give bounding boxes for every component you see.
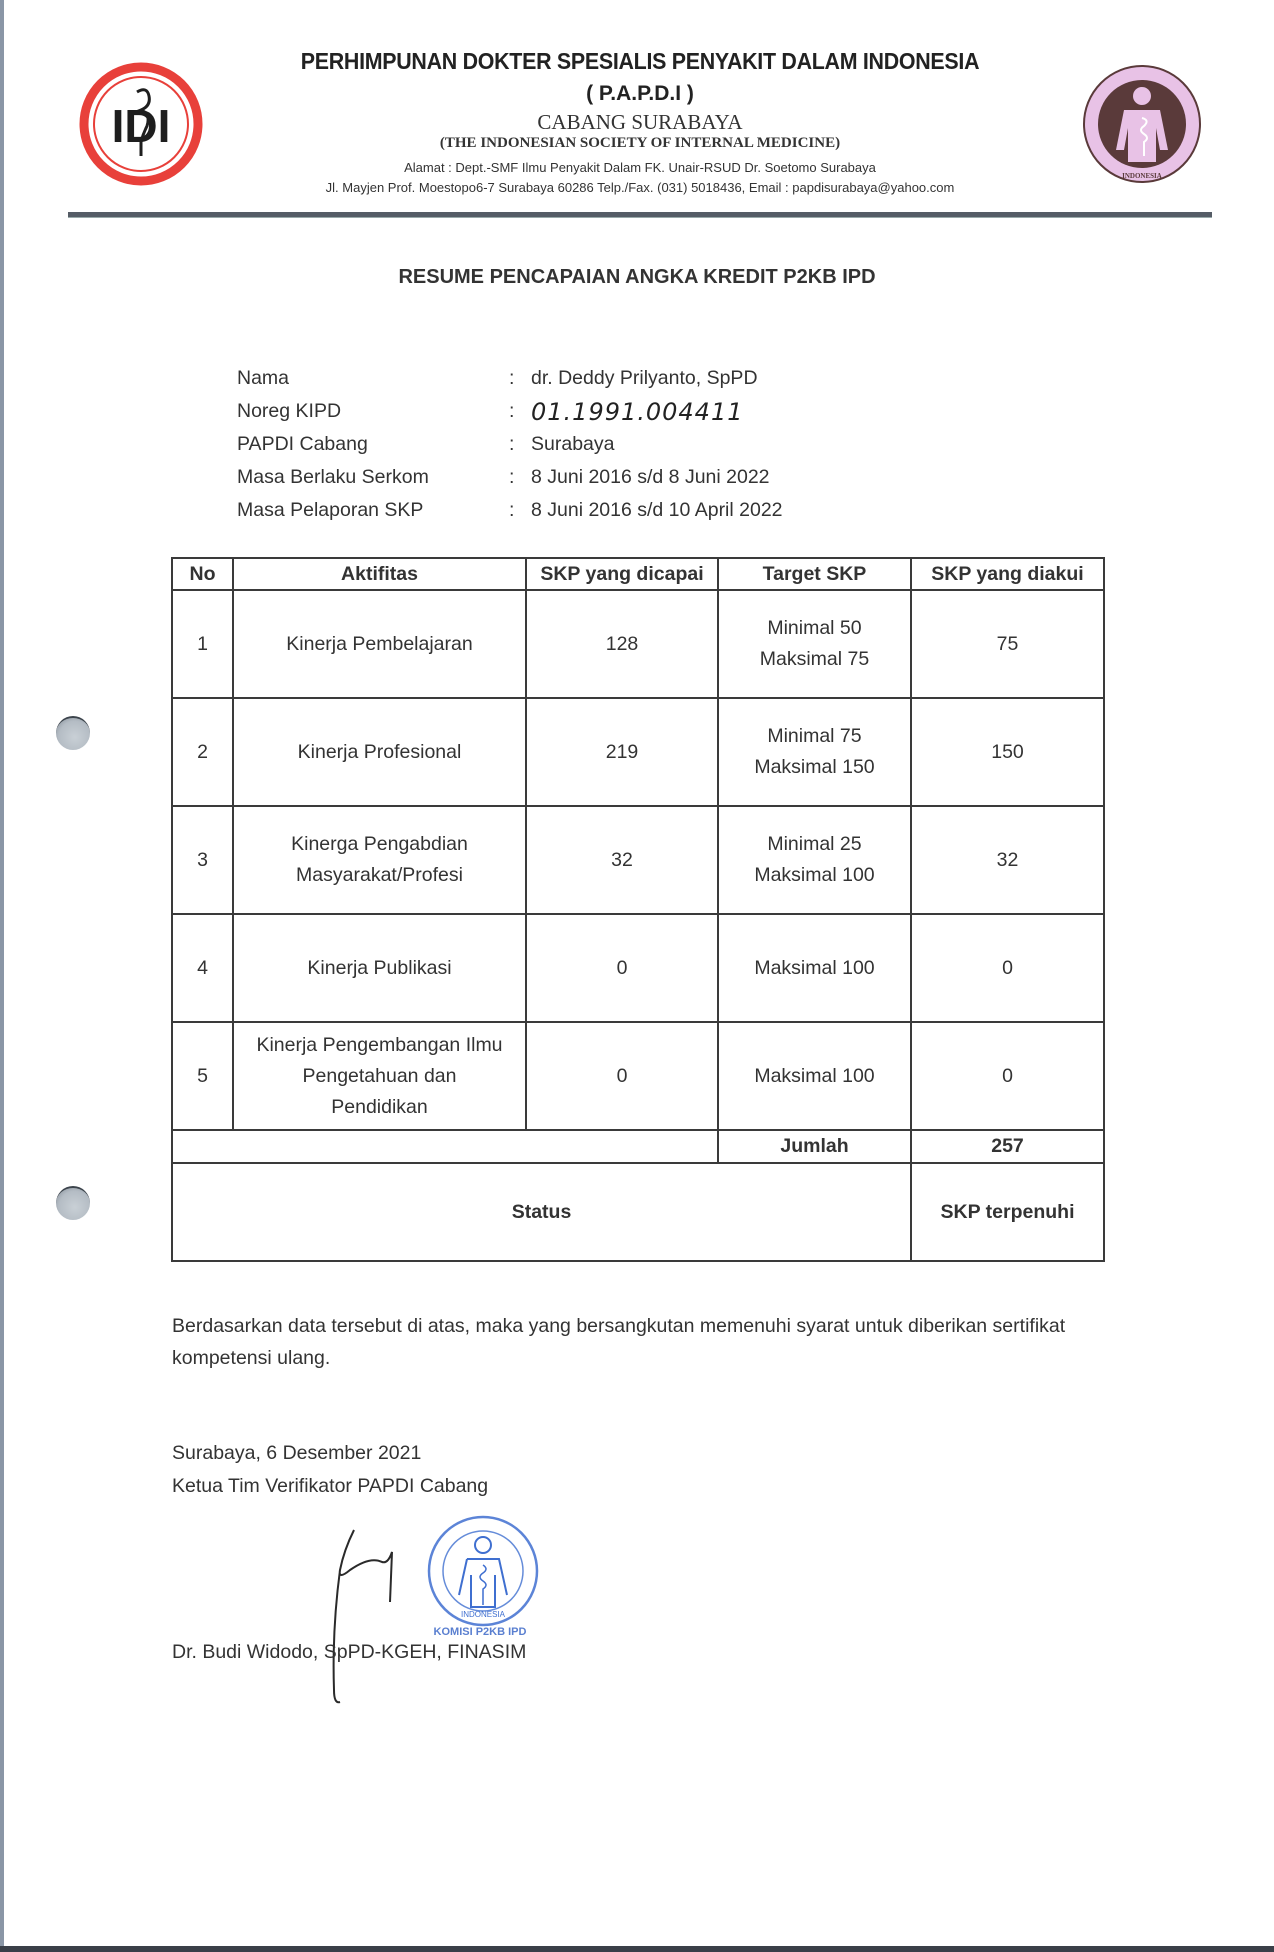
target-line: Maksimal 150 bbox=[754, 756, 875, 778]
stamp-label: KOMISI P2KB IPD bbox=[433, 1626, 527, 1638]
table-row bbox=[172, 806, 1104, 914]
target-line: Maksimal 100 bbox=[754, 1064, 875, 1087]
activity-line: Kinerja Pembelajaran bbox=[286, 632, 473, 655]
total-value: 257 bbox=[911, 1130, 1104, 1163]
row-target bbox=[718, 590, 911, 698]
info-label: Masa Pelaporan SKP bbox=[237, 499, 424, 521]
punch-hole-icon bbox=[56, 1186, 90, 1220]
row-recognized: 150 bbox=[911, 698, 1104, 806]
row-recognized: 0 bbox=[911, 1022, 1104, 1130]
sign-place-date: Surabaya, 6 Desember 2021 bbox=[172, 1442, 422, 1464]
svg-text:INDONESIA: INDONESIA bbox=[1122, 172, 1162, 180]
row-target bbox=[718, 914, 911, 1022]
header-no: No bbox=[172, 558, 233, 590]
row-activity bbox=[233, 698, 526, 806]
status-label: Status bbox=[172, 1163, 911, 1261]
table-header-row bbox=[172, 558, 1104, 590]
organization-abbreviation: ( P.A.P.D.I ) bbox=[586, 82, 694, 105]
activity-line: Pengetahuan dan bbox=[302, 1064, 457, 1087]
activity-line: Pendidikan bbox=[331, 1095, 428, 1118]
activity-line: Kinerga Pengabdian bbox=[291, 833, 468, 855]
target-line: Minimal 75 bbox=[767, 725, 862, 747]
header-achieved: SKP yang dicapai bbox=[526, 558, 718, 590]
header-recognized: SKP yang diakui bbox=[911, 558, 1104, 590]
svg-text:INDONESIA: INDONESIA bbox=[460, 1610, 506, 1619]
row-achieved: 0 bbox=[526, 1022, 718, 1130]
row-recognized: 75 bbox=[911, 590, 1104, 698]
document-title: RESUME PENCAPAIAN ANGKA KREDIT P2KB IPD bbox=[398, 266, 876, 288]
row-no: 3 bbox=[172, 806, 233, 914]
row-activity bbox=[233, 806, 526, 914]
signatory-name: Dr. Budi Widodo, SpPD-KGEH, FINASIM bbox=[172, 1641, 527, 1663]
scan-edge-bottom bbox=[0, 1946, 1274, 1952]
svg-text:IDI: IDI bbox=[111, 100, 171, 152]
info-row-noreg bbox=[237, 395, 783, 428]
info-value-serkom: 8 Juni 2016 s/d 8 Juni 2022 bbox=[531, 466, 770, 488]
info-value-noreg-handwritten: 01.1991.004411 bbox=[531, 397, 744, 426]
address-line-1: Alamat : Dept.-SMF Ilmu Penyakit Dalam FK. Unair-RSUD Dr. Soetomo Surabaya bbox=[404, 160, 876, 175]
scan-edge-left bbox=[0, 0, 4, 1952]
info-label: Nama bbox=[237, 367, 290, 389]
row-target bbox=[718, 806, 911, 914]
activity-line: Kinerja Pengembangan Ilmu bbox=[256, 1033, 503, 1056]
status-value: SKP terpenuhi bbox=[911, 1163, 1104, 1261]
skp-table bbox=[171, 557, 1105, 1262]
info-value-nama: dr. Deddy Prilyanto, SpPD bbox=[531, 367, 758, 389]
target-line: Maksimal 75 bbox=[759, 648, 870, 670]
target-line: Maksimal 100 bbox=[754, 864, 875, 886]
info-label: Masa Berlaku Serkom bbox=[237, 466, 429, 488]
info-value-pelaporan: 8 Juni 2016 s/d 10 April 2022 bbox=[531, 499, 783, 521]
row-activity bbox=[233, 590, 526, 698]
info-colon: : bbox=[509, 367, 515, 389]
header-activity: Aktifitas bbox=[233, 558, 526, 590]
row-recognized: 0 bbox=[911, 914, 1104, 1022]
address-line-2: Jl. Mayjen Prof. Moestopo6-7 Surabaya 60286 Telp./Fax. (031) 5018436, Email : papdisurabaya@yahoo.com bbox=[325, 180, 955, 195]
info-value-cabang: Surabaya bbox=[531, 433, 615, 455]
sign-role: Ketua Tim Verifikator PAPDI Cabang bbox=[172, 1475, 489, 1497]
info-row-nama bbox=[237, 362, 783, 395]
info-colon: : bbox=[509, 400, 515, 422]
table-row bbox=[172, 914, 1104, 1022]
total-blank-cell bbox=[172, 1130, 718, 1163]
row-no: 2 bbox=[172, 698, 233, 806]
row-activity bbox=[233, 914, 526, 1022]
row-no: 5 bbox=[172, 1022, 233, 1130]
table-row bbox=[172, 1022, 1104, 1130]
target-line: Minimal 25 bbox=[767, 833, 862, 855]
status-row bbox=[172, 1163, 1104, 1261]
english-name: (THE INDONESIAN SOCIETY OF INTERNAL MEDICINE) bbox=[439, 135, 841, 151]
identity-info bbox=[237, 362, 783, 527]
row-target bbox=[718, 698, 911, 806]
branch-name: CABANG SURABAYA bbox=[537, 110, 743, 134]
table-row bbox=[172, 590, 1104, 698]
info-label: Noreg KIPD bbox=[237, 400, 342, 422]
letterhead-divider bbox=[68, 212, 1212, 218]
row-achieved: 32 bbox=[526, 806, 718, 914]
idi-logo-icon bbox=[79, 62, 203, 186]
row-target bbox=[718, 1022, 911, 1130]
target-line: Minimal 50 bbox=[767, 617, 862, 639]
info-colon: : bbox=[509, 499, 515, 521]
info-label: PAPDI Cabang bbox=[237, 433, 368, 455]
info-colon: : bbox=[509, 433, 515, 455]
table-row bbox=[172, 698, 1104, 806]
activity-line: Kinerja Profesional bbox=[297, 740, 462, 763]
row-no: 4 bbox=[172, 914, 233, 1022]
row-no: 1 bbox=[172, 590, 233, 698]
info-colon: : bbox=[509, 466, 515, 488]
row-achieved: 219 bbox=[526, 698, 718, 806]
total-row bbox=[172, 1130, 1104, 1163]
target-line: Maksimal 100 bbox=[754, 956, 875, 979]
organization-name: PERHIMPUNAN DOKTER SPESIALIS PENYAKIT DALAM INDONESIA bbox=[300, 48, 980, 74]
row-activity bbox=[233, 1022, 526, 1130]
info-row-serkom bbox=[237, 461, 783, 494]
punch-hole-icon bbox=[56, 716, 90, 750]
info-row-pelaporan bbox=[237, 494, 783, 527]
conclusion-text: Berdasarkan data tersebut di atas, maka yang bersangkutan memenuhi syarat untuk diberikan sertifikat kompetensi ulang. bbox=[172, 1315, 1066, 1369]
row-achieved: 0 bbox=[526, 914, 718, 1022]
row-recognized: 32 bbox=[911, 806, 1104, 914]
info-row-cabang bbox=[237, 428, 783, 461]
papdi-seal-icon bbox=[1080, 62, 1204, 186]
total-label: Jumlah bbox=[718, 1130, 911, 1163]
activity-line: Masyarakat/Profesi bbox=[296, 864, 463, 886]
header-target: Target SKP bbox=[718, 558, 911, 590]
activity-line: Kinerja Publikasi bbox=[307, 956, 452, 979]
row-achieved: 128 bbox=[526, 590, 718, 698]
